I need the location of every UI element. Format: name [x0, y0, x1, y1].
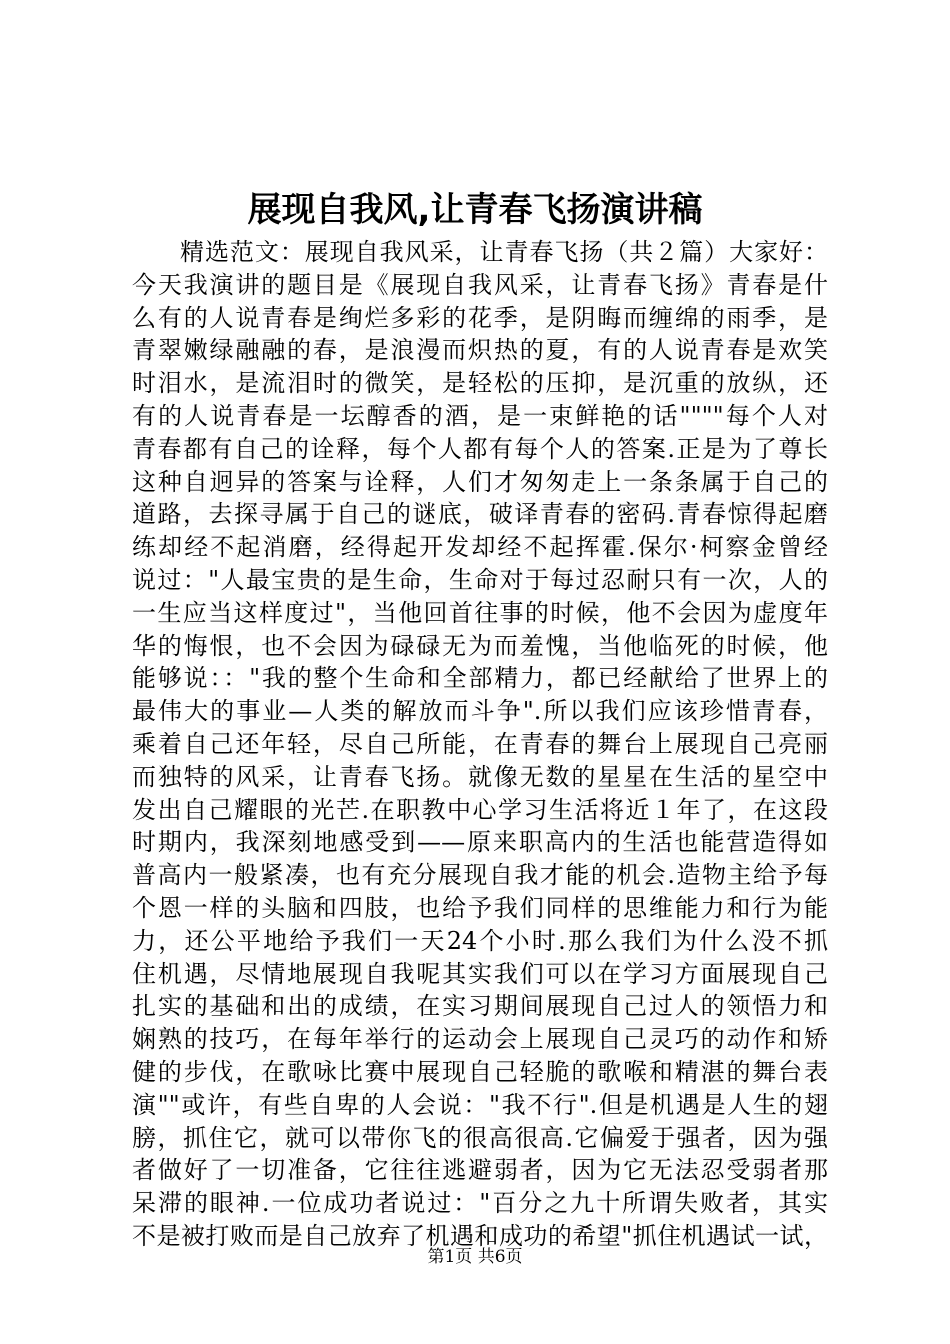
- body-line: 发出自己耀眼的光芒.在职教中心学习生活将近１年了，在这段: [132, 795, 828, 824]
- body-line: 这种自迥异的答案与诠释，人们才匆匆走上一条条属于自己的: [132, 467, 828, 496]
- document-title: 展现自我风,让青春飞扬演讲稿: [247, 190, 703, 230]
- body-line: 演""或许，有些自卑的人会说："我不行".但是机遇是人生的翅: [132, 1090, 828, 1119]
- body-line: 普高内一般紧凑，也有充分展现自我才能的机会.造物主给予每: [132, 861, 828, 890]
- body-text: [132, 236, 828, 1253]
- body-line: 道路，去探寻属于自己的谜底，破译青春的密码.青春惊得起磨: [132, 500, 828, 529]
- body-line: 能够说：："我的整个生命和全部精力，都已经献给了世界上的: [132, 664, 828, 693]
- body-line: 个恩一样的头脑和四肢，也给予我们同样的思维能力和行为能: [132, 893, 828, 922]
- body-line: 不是被打败而是自己放弃了机遇和成功的希望"抓住机遇试一试，: [132, 1221, 828, 1250]
- body-line: 者做好了一切准备，它往往逃避弱者，因为它无法忍受弱者那: [132, 1156, 828, 1185]
- body-line: 今天我演讲的题目是《展现自我风采，让青春飞扬》青春是什: [132, 270, 828, 299]
- body-line: 精选范文：展现自我风采，让青春飞扬（共２篇）大家好：: [180, 238, 828, 266]
- body-line: 呆滞的眼神.一位成功者说过："百分之九十所谓失败者，其实: [132, 1189, 828, 1218]
- body-line: 扎实的基础和出的成绩，在实习期间展现自己过人的领悟力和: [132, 992, 828, 1021]
- body-line: 青春都有自己的诠释，每个人都有每个人的答案.正是为了尊长: [132, 434, 828, 463]
- body-line: 乘着自己还年轻，尽自己所能，在青春的舞台上展现自己亮丽: [132, 729, 828, 758]
- body-line: 娴熟的技巧，在每年举行的运动会上展现自己灵巧的动作和矫: [132, 1025, 828, 1054]
- body-line: 而独特的风采，让青春飞扬。就像无数的星星在生活的星空中: [132, 762, 828, 791]
- body-line: 一生应当这样度过"，当他回首往事的时候，他不会因为虚度年: [132, 598, 828, 627]
- body-line: 住机遇，尽情地展现自我呢其实我们可以在学习方面展现自己: [132, 959, 828, 988]
- body-line: 有的人说青春是一坛醇香的酒，是一束鲜艳的话""""每个人对: [132, 401, 828, 430]
- body-line: 么有的人说青春是绚烂多彩的花季，是阴晦而缠绵的雨季，是: [132, 303, 828, 332]
- body-line: 最伟大的事业—人类的解放而斗争".所以我们应该珍惜青春，: [132, 697, 828, 726]
- body-line: 时期内，我深刻地感受到——原来职高内的生活也能营造得如: [132, 828, 828, 857]
- body-line: 膀，抓住它，就可以带你飞的很高很高.它偏爱于强者，因为强: [132, 1123, 828, 1152]
- body-line: 青翠嫩绿融融的春，是浪漫而炽热的夏，有的人说青春是欢笑: [132, 336, 828, 365]
- page-footer: 第1页 共6页: [427, 1247, 523, 1267]
- body-line: 时泪水，是流泪时的微笑，是轻松的压抑，是沉重的放纵，还: [132, 369, 828, 398]
- body-line: 练却经不起消磨，经得起开发却经不起挥霍.保尔·柯察金曾经: [132, 533, 828, 562]
- body-line: 华的悔恨，也不会因为碌碌无为而羞愧，当他临死的时候，他: [132, 631, 828, 660]
- body-line: 力，还公平地给予我们一天24个小时.那么我们为什么没不抓: [132, 926, 828, 955]
- body-line: 健的步伐，在歌咏比赛中展现自己轻脆的歌喉和精湛的舞台表: [132, 1057, 828, 1086]
- body-line: 说过："人最宝贵的是生命，生命对于每过忍耐只有一次，人的: [132, 565, 828, 594]
